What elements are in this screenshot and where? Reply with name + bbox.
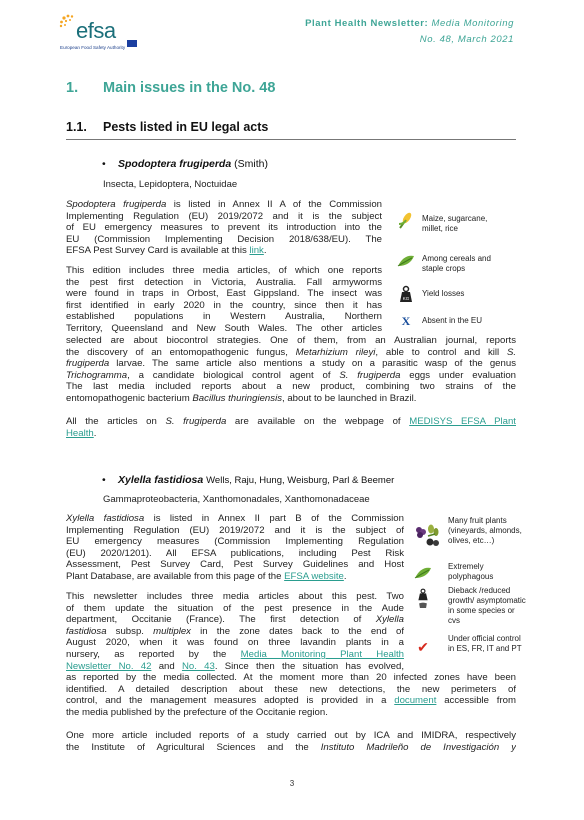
newsletter-title-italic: Media Monitoring	[431, 18, 514, 29]
pest-heading-spodoptera	[102, 158, 268, 170]
text-line	[66, 707, 516, 719]
text-line	[66, 742, 516, 754]
pest-author: (Smith)	[234, 158, 268, 170]
leaf-icon	[396, 252, 416, 272]
text-line: Implementing Regulation (EU) 2019/2072 and it is the subject of	[66, 524, 404, 536]
pest-taxonomy: Gammaproteobacteria, Xanthomonadales, Xanthomonadaceae	[103, 494, 370, 505]
pest-heading-xylella	[102, 474, 394, 486]
subsection-title: Pests listed in EU legal acts	[103, 120, 269, 134]
text-line: EU (Commission Implementing Decision 2018/638/EU). The	[66, 233, 382, 245]
text-line	[66, 199, 382, 211]
section-title: Main issues in the No. 48	[103, 80, 276, 96]
host-plants-text: Maize, sugarcane, millet, rice	[422, 214, 488, 233]
svg-text:KG: KG	[402, 296, 410, 301]
newsletter-issue: No. 48, March 2021	[419, 34, 514, 45]
text-span: The last media included reports about a new product, combining two strains of the	[66, 381, 516, 393]
newsletter-43-link[interactable]: No. 43	[181, 660, 215, 672]
species-italic: frugiperda	[66, 358, 110, 370]
leaf-icon	[413, 564, 433, 584]
text-line	[66, 695, 516, 707]
eu-status-text: Under official control in ES, FR, IT and PT	[448, 634, 522, 653]
species-italic: Xylella	[375, 614, 404, 626]
pest1-paragraph-1	[66, 199, 382, 257]
eu-status-text: Absent in the EU	[422, 316, 483, 325]
pest1-paragraph-2-cont	[66, 335, 516, 405]
text-span: .	[263, 245, 267, 257]
species-italic: Metarhizium rileyi	[295, 346, 376, 358]
text-span: identified. A detailed description about these new detections, the new perimeters of	[66, 683, 516, 695]
text-span: .	[343, 570, 347, 582]
yield-weight-icon	[396, 284, 416, 304]
pest-author: Wells, Raju, Hung, Weisburg, Parl & Beemer	[206, 475, 395, 486]
newsletter-title	[305, 18, 514, 29]
pest2-paragraph-2	[66, 591, 404, 672]
species-italic: fastidiosa	[66, 625, 107, 637]
text-line	[66, 684, 516, 696]
species-italic: Xylella fastidiosa	[66, 513, 145, 524]
text-line: established populations in Western Australia, Northern	[66, 311, 382, 323]
text-span: are available on the webpage of	[226, 416, 410, 427]
species-italic: Trichogramma	[66, 369, 128, 381]
text-span: August 2020, when it was found on three lavandin plants in a	[66, 637, 404, 649]
pest-name: Spodoptera frugiperda	[118, 158, 232, 170]
bullet-dot: •	[102, 474, 106, 486]
text-line: first identified in early 2020 in the country, since then it has	[66, 299, 382, 311]
text-span: as reported by the media collected. At the moment more than 20 infected zones have been	[66, 672, 516, 683]
species-italic: S.	[506, 346, 516, 358]
text-line	[66, 571, 404, 583]
pest1-paragraph-3	[66, 416, 516, 439]
eu-flag-icon	[127, 40, 137, 47]
text-line	[66, 626, 404, 638]
text-span: of them update the situation of the pest presence in the Aude	[66, 602, 404, 614]
text-span: selected are about biocontrol strategies. One of them, from an Australian journal, reports	[66, 335, 516, 346]
medisys-link[interactable]: MEDISYS EFSA Plant	[409, 416, 516, 427]
pest-survey-card-link[interactable]: link	[249, 245, 264, 257]
text-line	[66, 393, 516, 405]
host-range-text: Extremely polyphagous	[448, 562, 494, 581]
text-span: , a candidate biological control agent of	[127, 369, 340, 381]
host-range-text: Among cereals and staple crops	[422, 254, 491, 273]
text-span: subsp.	[106, 625, 154, 637]
checkmark-icon: ✔	[417, 639, 429, 655]
medisys-link[interactable]: Health	[66, 427, 94, 439]
text-span: Plant Database, are available from this page of the	[66, 570, 285, 582]
text-line	[66, 347, 516, 359]
pest-name: Xylella fastidiosa	[118, 474, 204, 486]
text-span: control, and the management measures adopted is provided in a	[66, 695, 395, 707]
text-line	[66, 513, 404, 525]
newsletter-42-link[interactable]: Media Monitoring Plant Health	[240, 648, 404, 660]
species-italic: S. frugiperda	[165, 416, 227, 427]
text-line: Territory, Queensland and New South Wales. The other articles	[66, 322, 382, 334]
efsa-website-link[interactable]: EFSA website	[284, 570, 344, 582]
text-line	[66, 649, 404, 661]
text-span: the media published by the prefecture of the Occitanie region.	[66, 706, 328, 718]
text-span: entomopathogenic bacterium	[66, 392, 193, 404]
text-line	[66, 428, 516, 440]
newsletter-42-link[interactable]: Newsletter No. 42	[66, 660, 152, 672]
text-span: . Since then the situation has evolved,	[214, 660, 404, 672]
text-span: All the articles on	[66, 416, 166, 427]
text-line	[66, 730, 516, 742]
pest-taxonomy: Insecta, Lepidoptera, Noctuidae	[103, 179, 238, 190]
text-line	[66, 358, 516, 370]
species-italic: Spodoptera frugiperda	[66, 199, 167, 210]
text-span: eggs under evaluation	[400, 369, 516, 381]
page-number: 3	[289, 779, 295, 788]
document-link[interactable]: document	[394, 695, 437, 707]
text-line: Implementing Regulation (EU) 2019/2072 and it is the subject	[66, 210, 382, 222]
text-line: Assessment, Pest Survey Card, Pest Survey Guidelines and Host	[66, 559, 404, 571]
text-span: , about to be launched in Brazil.	[282, 392, 417, 404]
text-span: the discovery of an entomopathogenic fungus,	[66, 346, 296, 358]
text-line: (EU) 2020/1201). All EFSA publications, including Pest Risk	[66, 547, 404, 559]
pest1-paragraph-2	[66, 265, 382, 335]
text-span: the Institute of Agricultural Sciences and the	[66, 741, 321, 753]
text-line: EU emergency measures (Commission Implementing Regulation	[66, 536, 404, 548]
subsection-heading	[66, 120, 268, 134]
text-span: is listed in Annex II part B of the Commission	[144, 513, 404, 524]
text-span: is listed in Annex II A of the Commission	[166, 199, 382, 210]
species-italic: S. frugiperda	[339, 369, 401, 381]
text-line: of EU emergency measures to prevent its introduction into the	[66, 222, 382, 234]
species-italic: multiplex	[153, 625, 191, 637]
subsection-divider	[66, 139, 516, 140]
host-plants-text: Many fruit plants (vineyards, almonds, olives, etc…)	[448, 516, 522, 545]
text-span: One more article included reports of a study carried out by ICA and IMIDRA, respectively	[66, 730, 516, 741]
pest2-paragraph-1	[66, 513, 404, 583]
text-span: accessible from	[436, 695, 516, 707]
text-line: the pest first detection in Victoria, Australia. Fall armyworms	[66, 276, 382, 288]
fruit-plants-icon	[413, 522, 441, 550]
text-span: department, Occitanie (France). The first detection of	[66, 614, 376, 626]
text-line: were found in traps in Orbost, East Gippsland. The insect was	[66, 288, 382, 300]
pest2-paragraph-3	[66, 730, 516, 753]
dieback-weight-icon	[413, 588, 433, 608]
text-span: EFSA Pest Survey Card is available at this	[66, 245, 250, 257]
logo-wordmark: efsa	[76, 18, 116, 43]
impact-text: Yield losses	[422, 289, 465, 298]
text-line	[66, 603, 404, 615]
text-span: larvae. The same article also mentions a study on a parasitic wasp of the genus	[109, 358, 516, 370]
text-span: This newsletter includes three media articles about this pest. Two	[66, 591, 404, 602]
subsection-number: 1.1.	[66, 120, 87, 134]
text-line	[66, 381, 516, 393]
text-line	[66, 416, 516, 428]
text-line	[66, 591, 404, 603]
newsletter-title-bold: Plant Health Newsletter:	[305, 18, 429, 29]
text-line	[66, 637, 404, 649]
text-span: in the zone dates back to the end of	[190, 625, 404, 637]
efsa-logo	[58, 12, 138, 54]
institute-italic: Instituto Madrileño de Investigación y	[320, 741, 516, 753]
absent-x-icon: X	[401, 314, 411, 328]
text-line	[66, 245, 382, 257]
species-italic: Bacillus thuringiensis	[192, 392, 282, 404]
text-line	[66, 672, 516, 684]
logo-subtitle: European Food Safety Authority	[60, 45, 126, 50]
text-line	[66, 335, 516, 347]
text-span: , able to control and kill	[375, 346, 507, 358]
bullet-dot: •	[102, 158, 106, 170]
impact-text: Dieback /reduced growth/ asymptomatic in some species or cvs	[448, 586, 526, 625]
text-line	[66, 661, 404, 673]
text-span: and	[151, 660, 182, 672]
text-span: nursery, as reported by the	[66, 648, 241, 660]
text-span: .	[93, 427, 97, 439]
text-line	[66, 614, 404, 626]
text-line	[66, 370, 516, 382]
corn-icon	[396, 210, 416, 230]
section-heading	[66, 80, 275, 96]
text-line: This edition includes three media articles, of which one reports	[66, 265, 382, 276]
pest2-paragraph-2-cont	[66, 672, 516, 718]
section-number: 1.	[66, 80, 79, 96]
